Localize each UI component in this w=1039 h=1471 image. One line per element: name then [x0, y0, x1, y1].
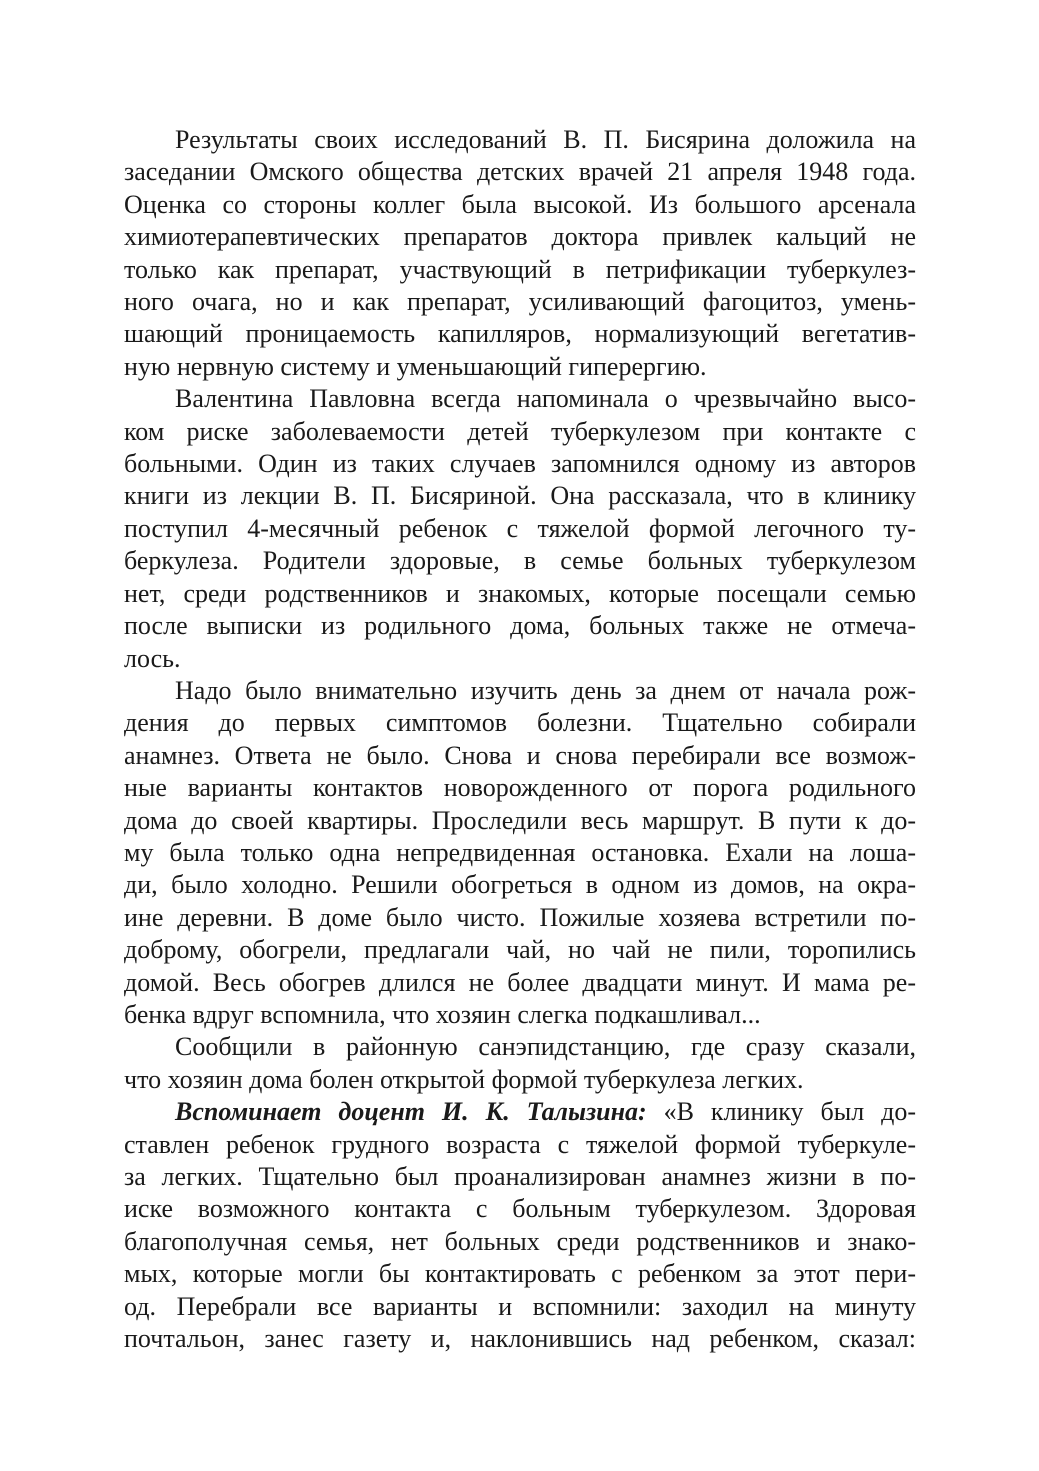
text-line: мых, которые могли бы контактировать с ребенком за этот пери- — [124, 1259, 916, 1289]
text-line: за легких. Тщательно был проанализирован анамнез жизни в по- — [124, 1162, 916, 1191]
text-line: лось. — [124, 643, 181, 673]
paragraph-talyzina-recollection — [124, 1096, 916, 1355]
lead-in-heading: Вспоминает доцент И. К. Талызина: — [175, 1097, 647, 1127]
text-line: химиотерапевтических препаратов доктора привлек кальций не — [124, 222, 916, 252]
text-line: ного очага, но и как препарат, усиливающий фагоцитоз, умень- — [124, 287, 916, 317]
text-line: заседании Омского общества детских врачей 21 апреля 1948 года. — [124, 157, 916, 187]
text-line: иске возможного контакта с больным туберкулезом. Здоровая — [124, 1194, 916, 1224]
document-page — [124, 124, 916, 1355]
text-line: шающий проницаемость капилляров, нормализующий вегетатив- — [124, 319, 916, 349]
text-line: дения до первых симптомов болезни. Тщательно собирали — [124, 708, 916, 738]
text-line: что хозяин дома болен открытой формой туберкулеза легких. — [124, 1064, 804, 1094]
paragraph-risk-case — [124, 383, 916, 675]
text-line: домой. Весь обогрев длился не более двадцати минут. И мама ре- — [124, 967, 916, 997]
text-line: ные варианты контактов новорожденного от порога родильного — [124, 773, 916, 803]
paragraph-investigation — [124, 675, 916, 1031]
text-line: ную нервную систему и уменьшающий гиперергию. — [124, 351, 707, 381]
text-line — [124, 1096, 916, 1128]
text-line: благополучная семья, нет больных среди родственников и знако- — [124, 1226, 916, 1256]
text-line: поступил 4-месячный ребенок с тяжелой формой легочного ту- — [124, 513, 916, 543]
text-line: только как препарат, участвующий в петрификации туберкулез- — [124, 254, 916, 284]
paragraph-bisyarina-report — [124, 124, 916, 383]
text-line: нет, среди родственников и знакомых, которые посещали семью — [124, 578, 916, 608]
text-line: Результаты своих исследований В. П. Бисярина доложила на — [175, 125, 916, 154]
text-line: больными. Один из таких случаев запомнился одному из авторов — [124, 449, 916, 479]
text-line: после выписки из родильного дома, больных также не отмеча- — [124, 611, 916, 641]
text-line: ине деревни. В доме было чисто. Пожилые хозяева встретили по- — [124, 902, 916, 932]
text-line: книги из лекции В. П. Бисяриной. Она рассказала, что в клинику — [124, 481, 916, 511]
text-line: почтальон, занес газету и, наклонившись над ребенком, сказал: — [124, 1324, 916, 1354]
paragraph-sanepid — [124, 1031, 916, 1096]
text-line: бенка вдруг вспомнила, что хозяин слегка подкашливал... — [124, 999, 761, 1029]
text-line: Надо было внимательно изучить день за днем от начала рож- — [175, 675, 916, 705]
text-line: ставлен ребенок грудного возраста с тяжелой формой туберкуле- — [124, 1129, 916, 1159]
text-fragment: «В клинику был до- — [646, 1097, 916, 1127]
text-line: дома до своей квартиры. Проследили весь маршрут. В пути к до- — [124, 805, 916, 835]
text-line: ком риске заболеваемости детей туберкулезом при контакте с — [124, 416, 916, 446]
text-line: анамнез. Ответа не было. Снова и снова перебирали все возмож- — [124, 740, 916, 770]
text-line: му была только одна непредвиденная остановка. Ехали на лоша- — [124, 837, 916, 867]
text-line: Оценка со стороны коллег была высокой. Из большого арсенала — [124, 189, 916, 219]
text-line: од. Перебрали все варианты и вспомнили: заходил на минуту — [124, 1291, 916, 1321]
text-line: Валентина Павловна всегда напоминала о чрезвычайно высо- — [175, 384, 916, 414]
text-line: Сообщили в районную санэпидстанцию, где сразу сказали, — [175, 1032, 916, 1062]
text-line: ди, было холодно. Решили обогреться в одном из домов, на окра- — [124, 870, 916, 900]
text-line: беркулеза. Родители здоровые, в семье больных туберкулезом — [124, 546, 916, 576]
text-line: доброму, обогрели, предлагали чай, но чай не пили, торопились — [124, 935, 916, 965]
